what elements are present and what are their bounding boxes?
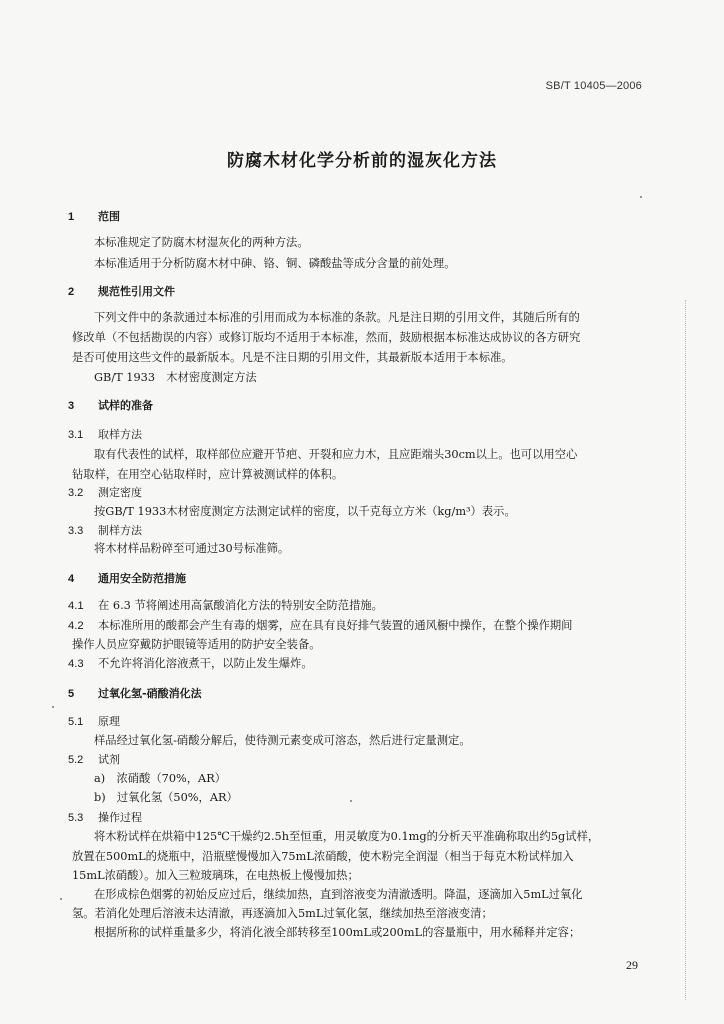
body-line: 钻取样，在用空心钻取样时，应计算被测试样的体积。 bbox=[72, 468, 344, 481]
subsection-heading: 5.2 试剂 bbox=[68, 753, 120, 766]
numbered-item: 4.2 本标准所用的酸都会产生有毒的烟雾，应在具有良好排气装置的通风橱中操作，在整个操作期间 bbox=[68, 619, 573, 632]
body-line: 将木粉试样在烘箱中125℃干燥约2.5h至恒重，用灵敏度为0.1mg的分析天平准确称取出约5g试样， bbox=[94, 830, 600, 843]
section-heading: 3 试样的准备 bbox=[68, 399, 153, 412]
numbered-item: 4.3 不允许将消化溶液煮干，以防止发生爆炸。 bbox=[68, 657, 313, 670]
standard-code: SB/T 10405—2006 bbox=[545, 80, 642, 92]
reference-line: GB/T 1933 木材密度测定方法 bbox=[94, 371, 257, 384]
scan-speck bbox=[640, 196, 642, 198]
body-line: 操作人员应穿戴防护眼镜等适用的防护安全装备。 bbox=[72, 638, 321, 651]
list-item: a) 浓硝酸（70%，AR） bbox=[94, 772, 226, 785]
subsection-heading: 3.1 取样方法 bbox=[68, 428, 142, 441]
body-line: 根据所称的试样重量多少，将消化液全部转移至100mL或200mL的容量瓶中，用水稀释并定容； bbox=[94, 926, 581, 939]
scan-edge-noise bbox=[683, 300, 686, 1000]
scan-speck bbox=[60, 898, 62, 900]
scan-speck bbox=[52, 706, 54, 708]
section-heading: 1 范围 bbox=[68, 210, 120, 223]
subsection-heading: 5.3 操作过程 bbox=[68, 811, 142, 824]
body-line: 在形成棕色烟雾的初始反应过后，继续加热，直到溶液变为清澈透明。降温，逐滴加入5mL过氧化 bbox=[94, 888, 583, 901]
document-title: 防腐木材化学分析前的湿灰化方法 bbox=[227, 151, 497, 171]
list-item: b) 过氧化氢（50%，AR） bbox=[94, 791, 238, 804]
subsection-heading: 3.2 测定密度 bbox=[68, 486, 142, 499]
body-line: 修改单（不包括勘误的内容）或修订版均不适用于本标准，然而，鼓励根据本标准达成协议的各方研究 bbox=[72, 331, 581, 344]
body-line: 样品经过氧化氢-硝酸分解后，使待测元素变成可溶态，然后进行定量测定。 bbox=[94, 734, 471, 747]
body-line: 氢。若消化处理后溶液未达清澈，再逐滴加入5mL过氧化氢，继续加热至溶液变清； bbox=[72, 907, 493, 920]
body-line: 本标准适用于分析防腐木材中砷、铬、铜、磷酸盐等成分含量的前处理。 bbox=[94, 257, 456, 270]
subsection-heading: 5.1 原理 bbox=[68, 715, 120, 728]
body-line: 将木材样品粉碎至可通过30号标准筛。 bbox=[94, 542, 290, 555]
subsection-heading: 3.3 制样方法 bbox=[68, 524, 142, 537]
body-line: 下列文件中的条款通过本标准的引用而成为本标准的条款。凡是注日期的引用文件，其随后所有的 bbox=[94, 311, 580, 324]
body-line: 取有代表性的试样，取样部位应避开节疤、开裂和应力木，且应距端头30cm以上。也可以用空心 bbox=[94, 448, 578, 461]
numbered-item: 4.1 在 6.3 节将阐述用高氯酸消化方法的特别安全防范措施。 bbox=[68, 599, 383, 612]
page-number: 29 bbox=[626, 958, 638, 972]
section-heading: 4 通用安全防范措施 bbox=[68, 572, 186, 585]
body-line: 按GB/T 1933木材密度测定方法测定试样的密度，以千克每立方米（kg/m³）表示。 bbox=[94, 505, 516, 518]
scan-speck bbox=[350, 800, 352, 802]
section-heading: 2 规范性引用文件 bbox=[68, 285, 175, 298]
body-line: 本标准规定了防腐木材湿灰化的两种方法。 bbox=[94, 236, 309, 249]
section-heading: 5 过氧化氢-硝酸消化法 bbox=[68, 687, 202, 700]
body-line: 放置在500mL的烧瓶中，沿瓶壁慢慢加入75mL浓硝酸，使木粉完全润湿（相当于每克木粉试样加入 bbox=[72, 850, 574, 863]
body-line: 15mL浓硝酸）。加入三粒玻璃珠，在电热板上慢慢加热； bbox=[72, 869, 359, 882]
body-line: 是否可使用这些文件的最新版本。凡是不注日期的引用文件，其最新版本适用于本标准。 bbox=[72, 351, 513, 364]
